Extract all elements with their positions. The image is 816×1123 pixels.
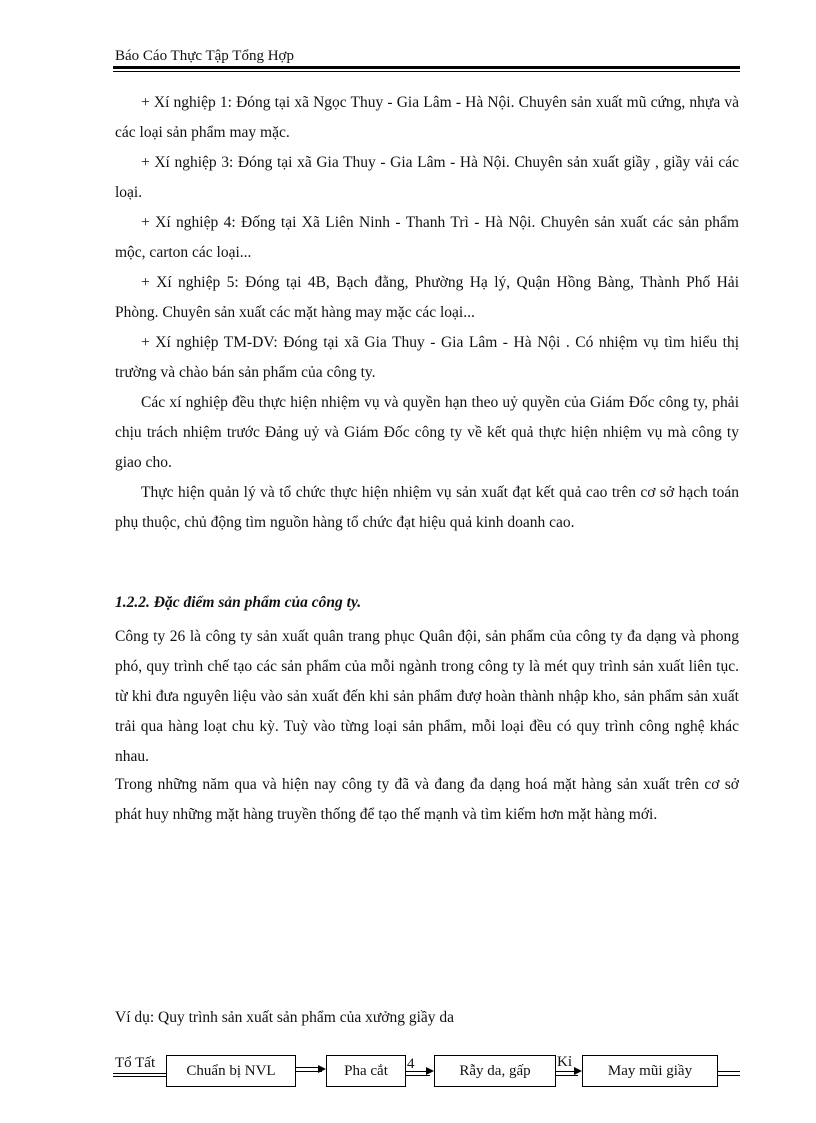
- header-title: Báo Cáo Thực Tập Tổng Hợp: [115, 48, 294, 64]
- flow-step-pha-cat: Pha cắt: [326, 1055, 406, 1087]
- paragraph-nhiem-vu: Các xí nghiệp đều thực hiện nhiệm vụ và quyền hạn theo uỷ quyền của Giám Đốc công ty, phải chịu trách nhiệm trước Đảng uỷ và Giám Đốc công ty về kết quả thực hiện nhiệm vụ mà công ty giao cho.: [115, 394, 739, 471]
- paragraph-xi-nghiep-tm-dv: + Xí nghiệp TM-DV: Đóng tại xã Gia Thuy - Gia Lâm - Hà Nội . Có nhiệm vụ tìm hiểu thị trường và chào bán sản phẩm của công ty.: [115, 334, 739, 381]
- paragraph-xi-nghiep-1: + Xí nghiệp 1: Đóng tại xã Ngọc Thuy - Gia Lâm - Hà Nội. Chuyên sản xuất mũ cứng, nhựa và các loại sản phẩm may mặc.: [115, 94, 739, 141]
- flow-step-chuan-bi-nvl: Chuẩn bị NVL: [166, 1055, 296, 1087]
- paragraph-xi-nghiep-3: + Xí nghiệp 3: Đóng tại xã Gia Thuy - Gia Lâm - Hà Nội. Chuyên sản xuất giầy , giầy vải các loại.: [115, 154, 739, 201]
- paragraph-xi-nghiep-4: + Xí nghiệp 4: Đống tại Xã Liên Ninh - Thanh Trì - Hà Nội. Chuyên sản xuất các sản phẩm mộc, carton các loại...: [115, 214, 739, 261]
- flow-start-line: [113, 1073, 166, 1074]
- flow-step-ray-da-gap: Rẫy da, gấp: [434, 1055, 556, 1087]
- flow-connector-label-1: 4: [407, 1056, 415, 1072]
- paragraph-dac-diem: Công ty 26 là công ty sản xuất quân trang phục Quân đội, sản phẩm của công ty đa dạng và phong phó, quy trình chế tạo các sản phẩm của mỗi ngành trong công ty là mét quy trình sản xuất liên tục. từ khi đưa nguyên liệu vào sản xuất đến khi sản phẩm đượ hoàn thành nhập kho, sản phẩm sản xuất trải qua hàng loạt chu kỳ. Tuỳ vào từng loại sản phẩm, mỗi loại đều có quy trình công nghệ khác nhau.: [115, 628, 739, 765]
- flow-connector-2b: [406, 1075, 430, 1076]
- arrow-icon: [574, 1067, 582, 1075]
- paragraph-da-dang-hoa: Trong những năm qua và hiện nay công ty đã và đang đa dạng hoá mặt hàng sản xuất trên cơ sở phát huy những mặt hàng truyền thống để tạo thế mạnh và tìm kiếm hơn mặt hàng mới.: [115, 776, 739, 823]
- flow-connector-3b: [556, 1075, 578, 1076]
- flow-end-line: [718, 1071, 740, 1072]
- example-caption: Ví dụ: Quy trình sản xuất sản phẩm của xưởng giầy da: [115, 1009, 455, 1026]
- section-heading: 1.2.2. Đặc điểm sản phẩm của công ty.: [115, 594, 362, 611]
- paragraph-xi-nghiep-5: + Xí nghiệp 5: Đóng tại 4B, Bạch đằng, Phường Hạ lý, Quận Hồng Bàng, Thành Phố Hải Phòng. Chuyên sản xuất các mặt hàng may mặc các loại...: [115, 274, 739, 321]
- flow-end-line-2: [718, 1075, 740, 1076]
- header-rule-thin: [113, 71, 740, 72]
- flow-step-may-mui-giay: May mũi giầy: [582, 1055, 718, 1087]
- flow-start-line-2: [113, 1076, 166, 1077]
- flow-connector-label-2: Kỉ: [557, 1054, 572, 1070]
- flow-start-label: Tổ Tất: [115, 1055, 156, 1071]
- arrow-icon: [318, 1065, 326, 1073]
- header-rule-thick: [113, 66, 740, 69]
- paragraph-quan-ly: Thực hiện quản lý và tổ chức thực hiện nhiệm vụ sản xuất đạt kết quả cao trên cơ sở hạch toán phụ thuộc, chủ động tìm nguồn hàng tổ chức đạt hiệu quả kinh doanh cao.: [115, 484, 739, 531]
- arrow-icon: [426, 1067, 434, 1075]
